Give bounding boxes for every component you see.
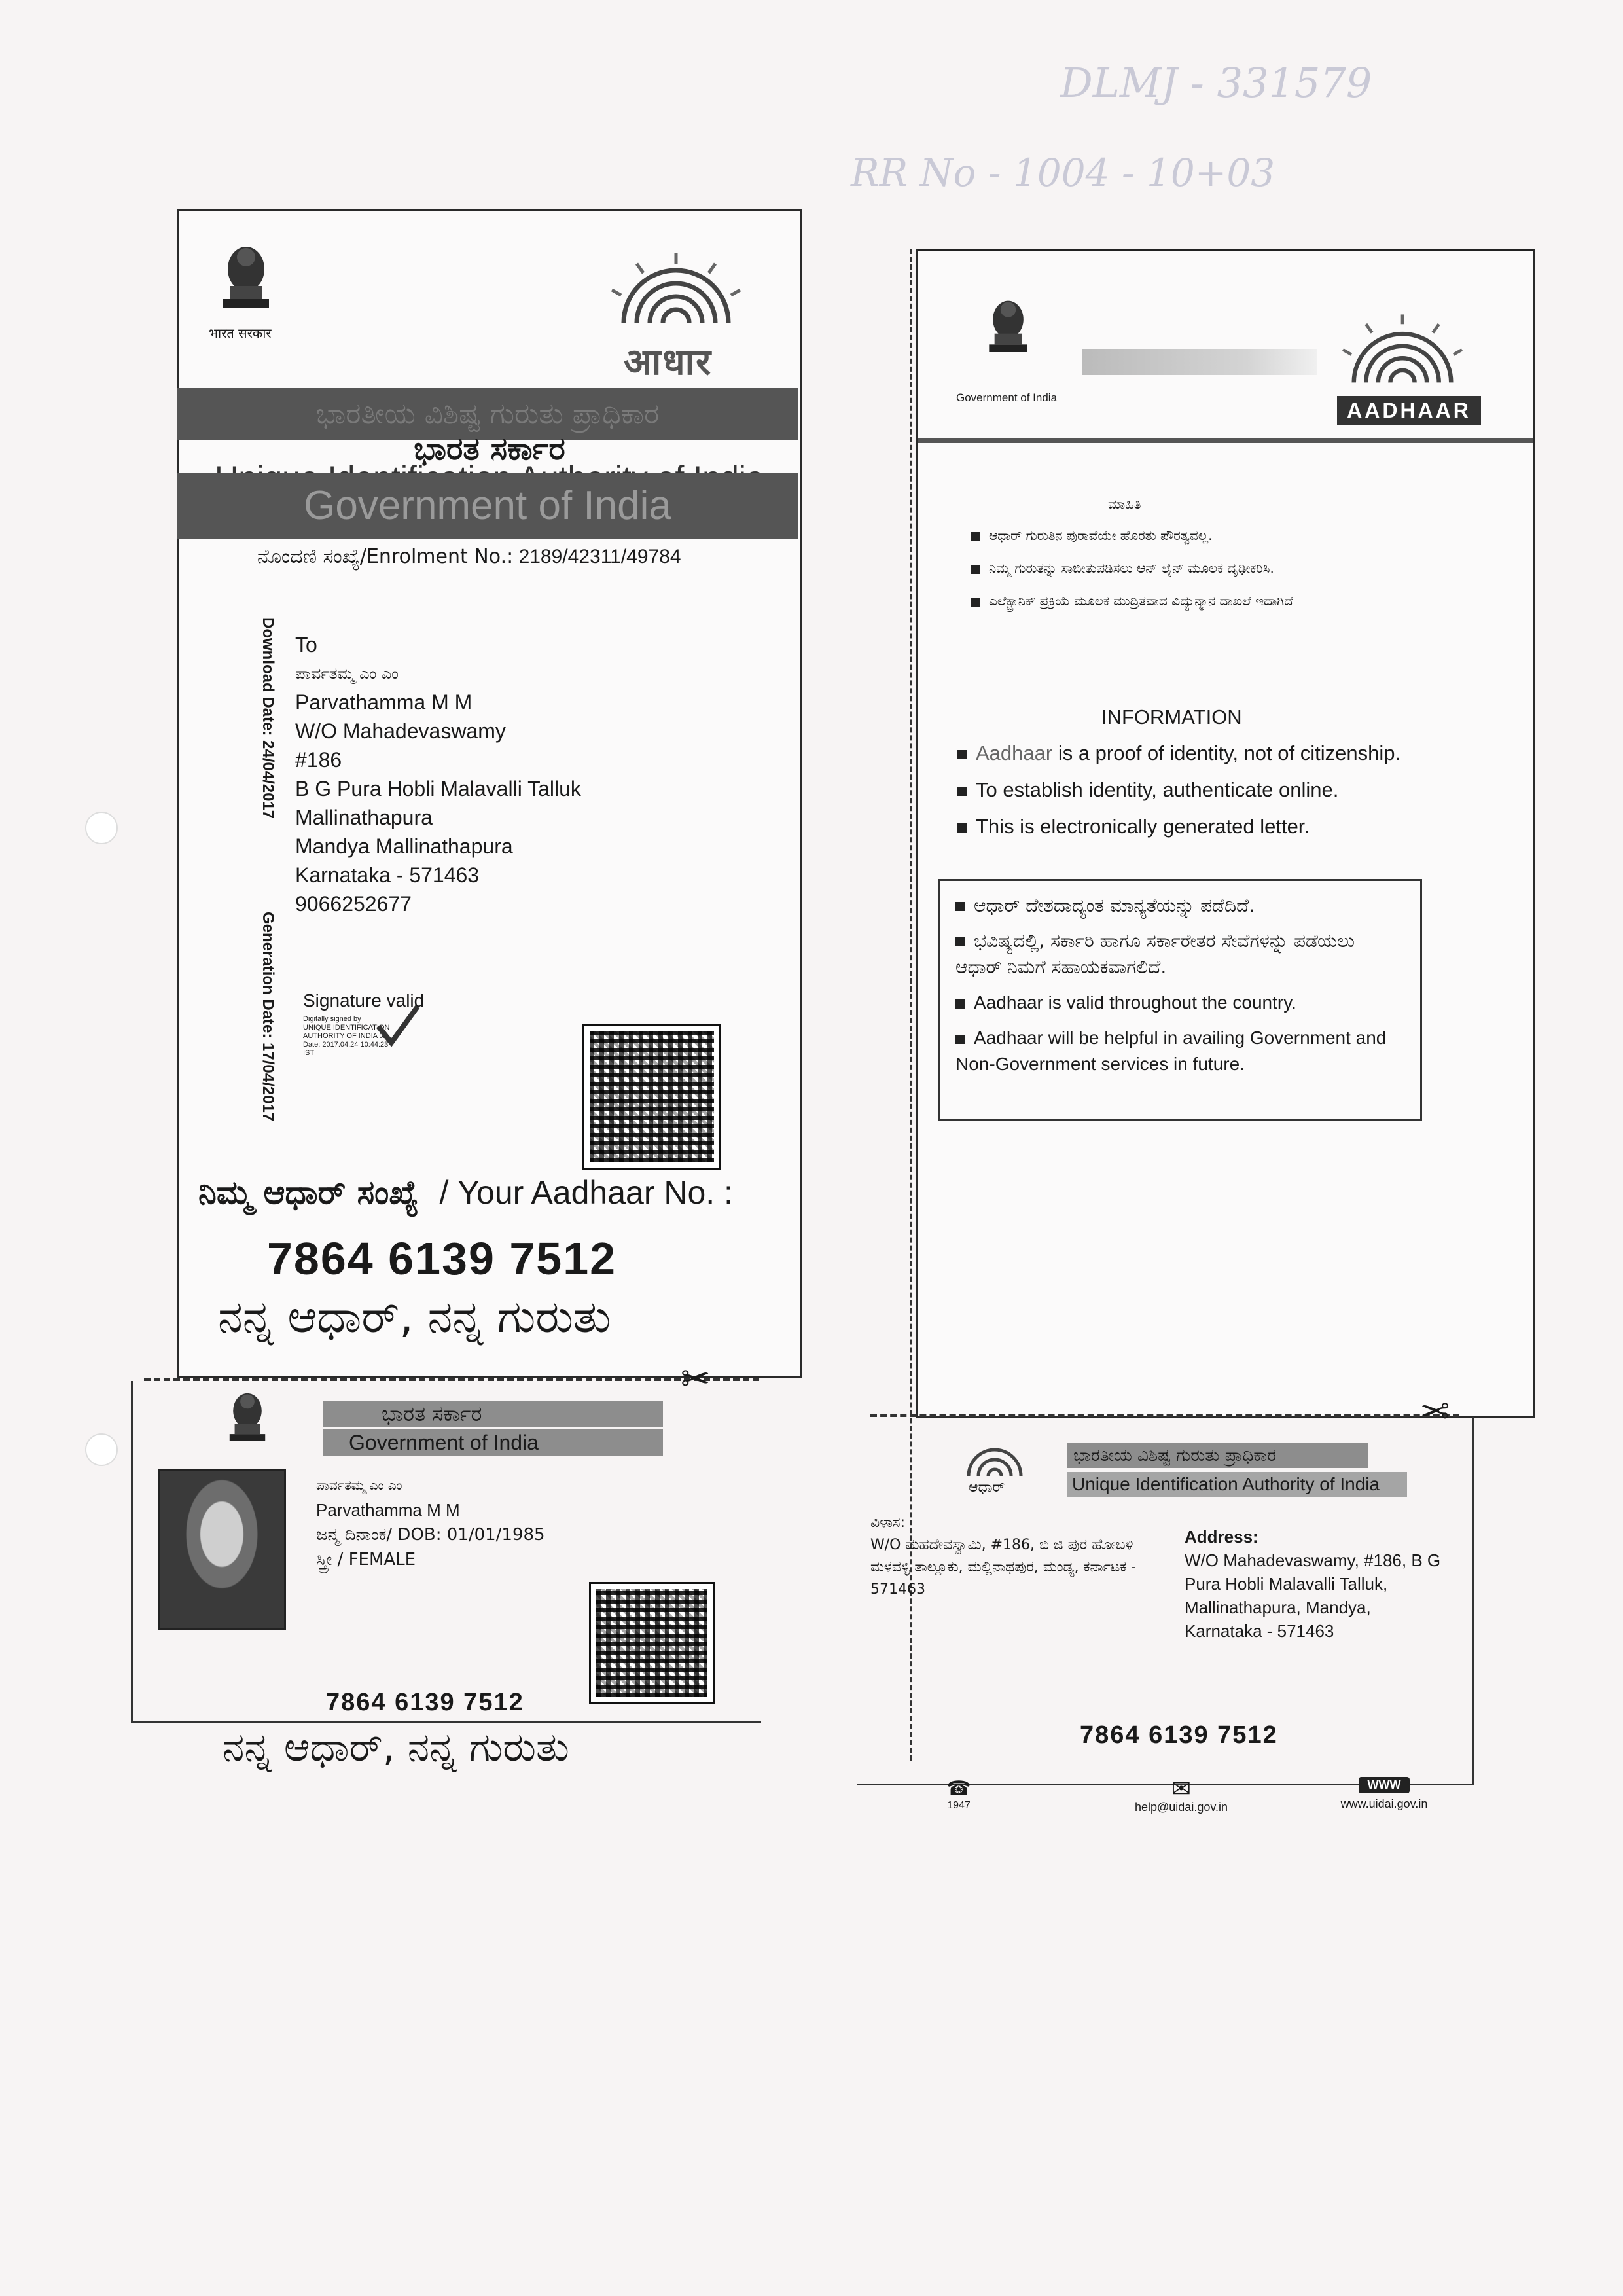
validity-item-text: Aadhaar is valid throughout the country. <box>974 992 1296 1013</box>
info-kannada-list <box>971 519 1293 617</box>
validity-item-text: ಆಧಾರ್ ದೇಶದಾದ್ಯಂತ ಮಾನ್ಯತೆಯನ್ನು ಪಡೆದಿದೆ. <box>974 895 1255 916</box>
information-list <box>957 735 1400 845</box>
govt-kannada-heading: ಭಾರತ ಸರ್ಕಾರ <box>414 431 565 467</box>
enrolment-line <box>257 545 681 568</box>
govt-english-banner: Government of India <box>177 473 798 539</box>
info-kannada-item <box>971 552 1293 584</box>
info-kannada-item <box>971 519 1293 552</box>
info-kannada-item-text: ನಿಮ್ಮ ಗುರುತನ್ನು ಸಾಬೀತುಪಡಿಸಲು ಆನ್ ಲೈನ್ ಮೂಲಕ ದೃಢೀಕರಿಸಿ. <box>989 560 1274 576</box>
contact-footer <box>919 1777 1508 1836</box>
signature-block <box>303 990 424 1058</box>
email-address: help@uidai.gov.in <box>1134 1801 1228 1814</box>
information-item <box>957 735 1400 772</box>
resident-name-kannada: ಪಾರ್ವತಮ್ಮ ಎಂ ಎಂ <box>295 664 399 683</box>
aadhaar-number: 7864 6139 7512 <box>267 1233 617 1284</box>
envelope-icon: ✉ <box>1171 1775 1192 1802</box>
card-tagline: ನನ್ನ ಆಧಾರ್, ನನ್ನ ಗುರುತು <box>223 1725 569 1770</box>
card-back-logo-text: ಆಧಾರ್ <box>969 1479 1005 1496</box>
card-back-aadhaar-number: 7864 6139 7512 <box>1080 1721 1278 1749</box>
punch-hole <box>85 1433 118 1466</box>
card-back-uidai-kannada: ಭಾರತೀಯ ವಿಶಿಷ್ಟ ಗುರುತು ಪ್ರಾಧಿಕಾರ <box>1067 1443 1368 1468</box>
resident-phone: 9066252677 <box>295 892 412 916</box>
national-emblem-icon <box>217 243 276 315</box>
validity-item <box>955 893 1404 919</box>
card-name: Parvathamma M M <box>316 1500 460 1520</box>
resident-photo <box>158 1469 286 1630</box>
card-govt-kannada: ಭಾರತ ಸರ್ಕಾರ <box>323 1401 663 1427</box>
aadhaar-letter-back <box>916 249 1535 1418</box>
card-dob: ಜನ್ಮ ದಿನಾಂಕ/ DOB: 01/01/1985 <box>316 1525 545 1545</box>
validity-box <box>938 879 1422 1121</box>
your-aadhaar-english: / Your Aadhaar No. : <box>439 1174 733 1211</box>
info-kannada-item-text: ಆಧಾರ್ ಗುರುತಿನ ಪುರಾವೆಯೇ ಹೊರತು ಪೌರತ್ವವಲ್ಲ. <box>989 528 1213 543</box>
info-kannada-item-text: ಎಲೆಕ್ಟ್ರಾನಿಕ್ ಪ್ರಕ್ರಿಯೆ ಮೂಲಕ ಮುದ್ರಿತವಾದ ವಿದ್ಯುನ್ಮಾನ ದಾಖಲೆ ಇದಾಗಿದೆ <box>989 593 1293 609</box>
aadhaar-letter-front <box>177 209 802 1378</box>
header-rule <box>918 438 1533 443</box>
address-to: To <box>295 633 317 656</box>
address-kannada-text: W/O ಮಹದೇವಸ್ವಾಮಿ, #186, ಬಿ ಜಿ ಪುರ ಹೋಬಳಿ ಮಳವಳ್ಳಿ ತಾಲ್ಲೂಕು, ಮಲ್ಲಿನಾಥಪುರ, ಮಂಡ್ಯ, ಕರ್ನಾಟಕ - 571463 <box>870 1537 1137 1598</box>
card-back-address-kannada <box>870 1512 1158 1601</box>
resident-relation: W/O Mahadevaswamy <box>295 719 506 743</box>
website-url: www.uidai.gov.in <box>1340 1797 1428 1810</box>
validity-item-text: ಭವಿಷ್ಯದಲ್ಲಿ, ಸರ್ಕಾರಿ ಹಾಗೂ ಸರ್ಕಾರೇತರ ಸೇವೆಗಳನ್ನು ಪಡೆಯಲು ಆಧಾರ್ ನಿಮಗೆ ಸಹಾಯಕವಾಗಲಿದೆ. <box>955 930 1355 978</box>
helpline <box>933 1777 985 1812</box>
aadhaar-fingerprint-logo-icon <box>597 251 755 342</box>
validity-item-text: Aadhaar will be helpful in availing Government and Non-Government services in future. <box>955 1028 1387 1074</box>
address-line-1: B G Pura Hobli Malavalli Talluk <box>295 777 581 800</box>
info-kannada-title: ಮಾಹಿತಿ <box>1108 496 1141 512</box>
information-item-text: is a proof of identity, not of citizenship. <box>1052 742 1401 764</box>
signature-status: Signature valid <box>303 990 425 1011</box>
card-gender: ಸ್ತ್ರೀ / FEMALE <box>316 1550 416 1570</box>
card-aadhaar-number: 7864 6139 7512 <box>326 1689 524 1716</box>
validity-item <box>955 928 1404 980</box>
info-kannada-item <box>971 584 1293 617</box>
your-aadhaar-heading <box>198 1174 733 1212</box>
punch-hole <box>85 812 118 844</box>
signature-detail-5: IST <box>303 1049 315 1057</box>
redacted-strip <box>1082 349 1317 375</box>
aadhaar-logo-text: आधार <box>624 341 713 382</box>
scissors-icon: ✂ <box>1420 1391 1450 1432</box>
signature-detail-1: Digitally signed by <box>303 1015 361 1023</box>
national-emblem-icon <box>224 1389 270 1448</box>
address-block <box>295 630 581 918</box>
enrolment-label: ನೊಂದಣಿ ಸಂಖ್ಯೆ/Enrolment No.: <box>257 545 514 568</box>
emblem-caption: भारत सरकार <box>209 325 272 341</box>
phone-icon: ☎ <box>946 1778 971 1799</box>
aadhaar-fingerprint-logo-icon <box>955 1433 1034 1479</box>
handwritten-note-2: RR No - 1004 - 10+03 <box>851 151 1275 195</box>
enrolment-number: 2189/42311/49784 <box>518 546 681 567</box>
information-title: INFORMATION <box>1101 706 1242 728</box>
generation-date: Generation Date: 17/04/2017 <box>259 912 277 1122</box>
aadhaar-logo-banner: AADHAAR <box>1337 396 1481 425</box>
address-text: W/O Mahadevaswamy, #186, B G Pura Hobli Malavalli Talluk, Mallinathapura, Mandya, Karnataka - 571463 <box>1185 1551 1441 1641</box>
signature-detail-3: AUTHORITY OF INDIA 02 <box>303 1032 387 1040</box>
address-line-4: Karnataka - 571463 <box>295 863 480 887</box>
resident-name: Parvathamma M M <box>295 691 473 714</box>
card-qr-code <box>591 1584 713 1702</box>
information-item <box>957 772 1400 808</box>
email-contact <box>1116 1777 1247 1814</box>
information-item-lead: Aadhaar <box>976 742 1053 764</box>
card-back-uidai: Unique Identification Authority of India <box>1067 1472 1407 1497</box>
qr-code <box>584 1026 719 1168</box>
your-aadhaar-kannada: ನಿಮ್ಮ ಆಧಾರ್ ಸಂಖ್ಯೆ <box>198 1174 419 1211</box>
card-name-kannada: ಪಾರ್ವತಮ್ಮ ಎಂ ಎಂ <box>316 1477 402 1493</box>
address-label: Address: <box>1185 1527 1258 1547</box>
card-back-address-english <box>1185 1525 1453 1643</box>
information-item <box>957 808 1400 845</box>
checkmark-icon <box>375 1003 421 1049</box>
address-house: #186 <box>295 748 342 772</box>
download-date: Download Date: 24/04/2017 <box>259 617 277 819</box>
aadhaar-card-back <box>857 1417 1474 1785</box>
address-kannada-label: ವಿಳಾಸ: <box>870 1515 905 1531</box>
emblem-caption: Government of India <box>956 391 1058 404</box>
aadhaar-fingerprint-logo-icon <box>1324 310 1481 395</box>
card-govt-english: Government of India <box>323 1429 663 1456</box>
information-item-text: To establish identity, authenticate online. <box>976 778 1339 801</box>
aadhaar-tagline: ನನ್ನ ಆಧಾರ್, ನನ್ನ ಗುರುತು <box>218 1291 611 1343</box>
validity-item <box>955 1025 1404 1077</box>
information-item-text: This is electronically generated letter. <box>976 815 1310 838</box>
www-badge: WWW <box>1359 1777 1410 1793</box>
card-details <box>316 1473 545 1572</box>
signature-detail-2: UNIQUE IDENTIFICATION <box>303 1024 390 1031</box>
aadhaar-card-front <box>131 1381 761 1723</box>
address-line-3: Mandya Mallinathapura <box>295 834 513 858</box>
helpline-number: 1947 <box>947 1800 971 1811</box>
uidai-kannada-banner: ಭಾರತೀಯ ವಿಶಿಷ್ಟ ಗುರುತು ಪ್ರಾಧಿಕಾರ <box>177 388 798 440</box>
website-contact <box>1319 1777 1450 1811</box>
address-line-2: Mallinathapura <box>295 806 433 829</box>
national-emblem-icon <box>984 296 1033 359</box>
handwritten-note-1: DLMJ - 331579 <box>1060 59 1372 107</box>
validity-item <box>955 990 1404 1016</box>
scissors-icon: ✂ <box>681 1358 711 1399</box>
signature-detail-4: Date: 2017.04.24 10:44:23 <box>303 1041 389 1049</box>
